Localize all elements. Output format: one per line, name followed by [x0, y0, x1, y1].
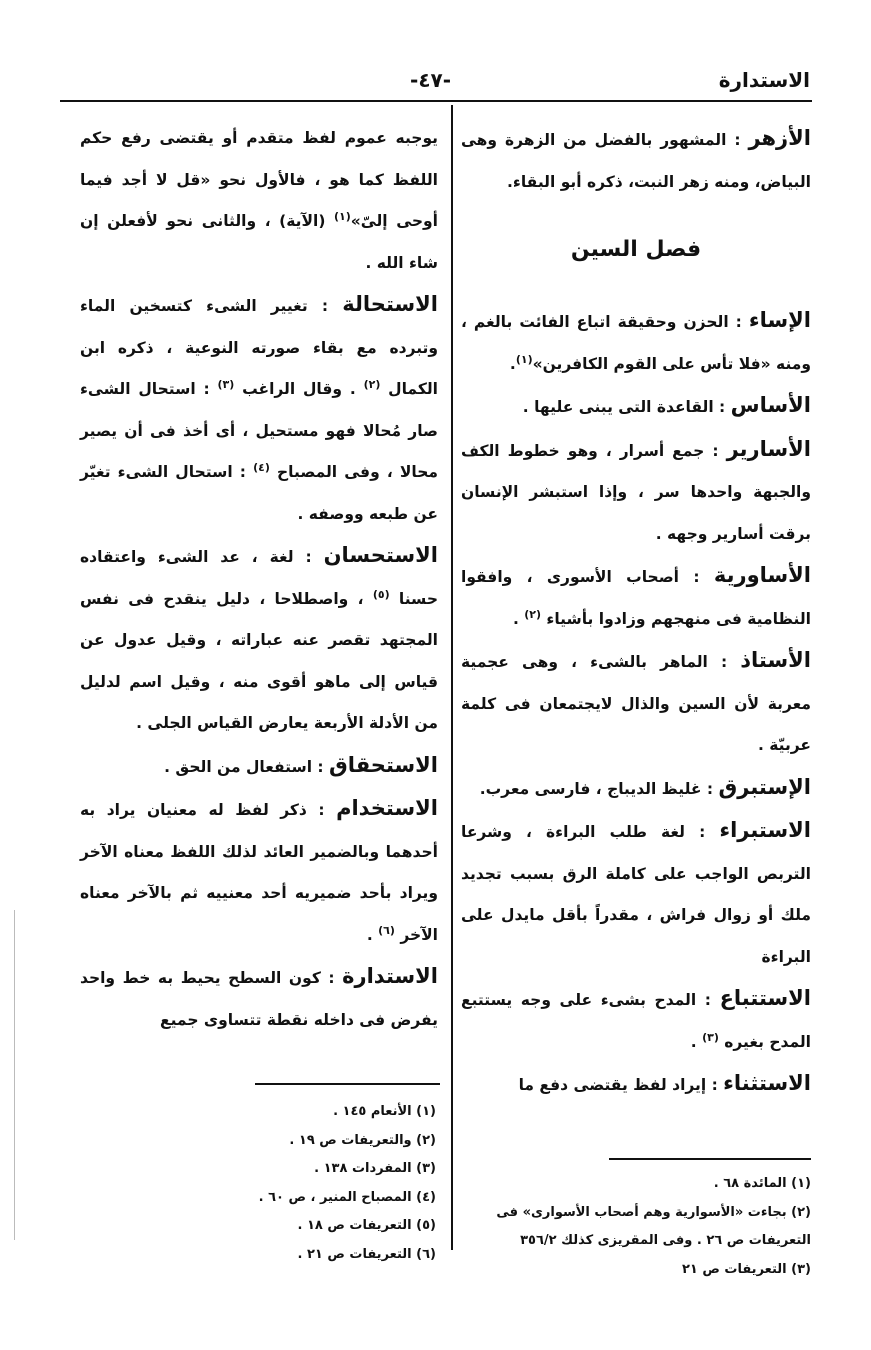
footnote-ref: (٣) — [217, 377, 235, 391]
entry-text: : الحزن وحقيقة اتباع الفائت بالغم ، ومنه «فلا تأس على القوم الكافرين» — [461, 313, 811, 373]
entry-term: الإساء — [748, 308, 811, 332]
entry-istikhdam — [80, 788, 438, 956]
entry-term: الأسارير — [726, 436, 811, 461]
entry-text: : كون السطح يحيط به خط واحد يفرض فى داخله نقطة تتساوى جميع — [80, 969, 438, 1029]
entry-term: الاستبراء — [719, 818, 811, 842]
footnote-ref: (٦) — [378, 923, 395, 937]
footnote-ref: (٥) — [372, 587, 390, 601]
entry-text: : المشهور بالفضل من الزهرة وهى البياض، ومنه زهر النبت، ذكره أبو البقاء. — [461, 131, 811, 191]
entry-isaa — [461, 300, 811, 385]
entry-term: الأزهر — [748, 126, 811, 150]
page-header — [60, 68, 810, 98]
entry-text: : القاعدة التى يبنى عليها . — [522, 398, 731, 416]
entry-tail: . — [366, 925, 379, 944]
entry-istihala — [80, 284, 438, 535]
entry-text-3: : استحال الشىء تغيّر عن طبعه ووصفه . — [80, 463, 438, 523]
entry-asawiriya — [461, 555, 811, 640]
entry-text: : إيراد لفظ يقتضى دفع ما — [518, 1076, 724, 1094]
entry-text: : لغة ، عد الشىء واعتقاده حسنا — [80, 548, 438, 608]
entry-asas — [461, 385, 811, 429]
entry-tail: . — [512, 609, 525, 628]
entry-term: الاستحقاق — [329, 752, 438, 777]
entry-term: الأساورية — [713, 563, 811, 587]
footnote-ref: (٢) — [363, 377, 381, 391]
entry-term: الاستحسان — [323, 543, 438, 567]
entry-text: : أصحاب الأسورى ، وافقوا النظامية فى منهجهم وزادوا بأشياء — [461, 568, 811, 628]
entry-text: : الماهر بالشىء ، وهى عجمية معربة لأن السين والذال لايجتمعان فى كلمة عربيّة . — [461, 653, 811, 754]
footnote-ref: (٣) — [702, 1030, 719, 1044]
footnote: (٥) التعريفات ص ١٨ . — [297, 1218, 436, 1233]
section-heading: فصل السين — [570, 237, 702, 262]
running-title: الاستدارة — [718, 68, 810, 92]
footnote: (١) المائدة ٦٨ . — [713, 1176, 811, 1191]
footnote: (٣) التعريفات ص ٢١ — [681, 1261, 811, 1277]
entry-tail: . — [509, 354, 516, 373]
continuation-tail: (الآية) ، والثانى نحو لأفعلن إن شاء الله . — [80, 212, 438, 272]
header-rule — [60, 100, 812, 102]
footnotes-left — [256, 1098, 436, 1269]
footnote-ref: (١) — [515, 352, 533, 366]
entry-term: الاستثناء — [723, 1071, 811, 1095]
scan-margin-line — [14, 910, 15, 1240]
entry-text: : جمع أسرار ، وهو خطوط الكف والجبهة واحدها سر ، وإذا استبشر الإنسان برقت أسارير وجهه . — [461, 441, 811, 543]
entry-istabraq — [461, 767, 811, 811]
footnote-rule-left — [255, 1083, 440, 1085]
entry-term: الإستبرق — [718, 774, 811, 799]
entry-term: الأستاذ — [740, 648, 811, 672]
entry-text: : ذكر لفظ له معنيان يراد به أحدهما وبالضمير العائد لذلك اللفظ معناه الآخر ويراد بأحد ضميريه أحد معنييه ثم بالآخر معناه الآخر — [80, 801, 438, 944]
footnote-ref: (١) — [334, 209, 351, 223]
column-divider — [451, 105, 453, 1250]
entry-istithna — [461, 1063, 811, 1107]
footnote: (٢) والتعريفات ص ١٩ . — [289, 1132, 436, 1148]
footnote: (٣) المفردات ١٣٨ . — [314, 1161, 436, 1176]
entry-term: الاستتباع — [719, 986, 811, 1010]
footnote: (٢) بجاءت «الأسوارية وهم أصحاب الأسوارى» فى — [496, 1204, 811, 1220]
entry-text-2: : استحال الشىء صار مُحالا فهو مستحيل ، أى أخذ فى أن يصير محالا ، وفى المصباح — [80, 380, 438, 481]
entry-azhar — [461, 118, 811, 203]
entry-text: : تغيير الشىء كتسخين الماء وتبرده مع بقاء صورته النوعية ، ذكره ابن الكمال — [80, 297, 438, 398]
entry-istitba — [461, 978, 811, 1063]
left-column — [80, 118, 438, 1041]
entry-text-mid: . وقال الراغب — [234, 380, 364, 398]
entry-ustadh — [461, 640, 811, 767]
entry-istidara — [80, 956, 438, 1041]
entry-istihsan — [80, 535, 438, 745]
page-number: -٤٧- — [410, 68, 452, 92]
entry-tail: . — [690, 1032, 703, 1051]
footnotes-right — [451, 1170, 811, 1284]
entry-term: الاستحالة — [342, 292, 438, 316]
entry-istibra — [461, 810, 811, 978]
footnote: (٦) التعريفات ص ٢١ . — [297, 1246, 436, 1262]
entry-text: : غليظ الديباج ، فارسى معرب. — [479, 779, 719, 798]
right-column — [461, 118, 811, 1107]
entry-continuation — [80, 118, 438, 284]
continuation-text: يوجبه عموم لفظ متقدم أو يقتضى رفع حكم اللفظ كما هو ، فالأول نحو «قل لا أجد فيما أوحى إلىّ» — [80, 129, 438, 230]
entry-asarir — [461, 429, 811, 556]
entry-istihqaq — [80, 745, 438, 789]
entry-text: : استفعال من الحق . — [164, 757, 330, 776]
entry-term: الأساس — [730, 393, 811, 417]
footnote: التعريفات ص ٢٦ . وفى المقريزى كذلك ٣٥٦/٢ — [520, 1233, 811, 1248]
entry-text: : المدح بشىء على وجه يستتبع المدح بغيره — [461, 991, 811, 1051]
footnote-ref: (٢) — [524, 607, 542, 621]
entry-text: : لغة طلب البراءة ، وشرعا التربص الواجب على كاملة الرق بسبب تجديد ملك أو زوال فراش ، مقدراً بأقل مايدل على البراءة — [461, 823, 811, 966]
entry-term: الاستخدام — [336, 796, 438, 820]
footnote-rule-right — [609, 1158, 811, 1160]
entry-tail: ، واصطلاحا ، دليل ينقدح فى نفس المجتهد تقصر عنه عباراته ، وقيل عدول عن قياس إلى ماهو أقوى منه ، وقيل اسم لدليل من الأدلة الأربعة يعارض القياس الجلى . — [80, 589, 438, 732]
entry-term: الاستدارة — [342, 964, 438, 988]
footnote: (١) الأنعام ١٤٥ . — [333, 1104, 436, 1119]
footnote: (٤) المصباح المنير ، ص ٦٠ . — [258, 1189, 436, 1205]
footnote-ref: (٤) — [253, 460, 270, 474]
